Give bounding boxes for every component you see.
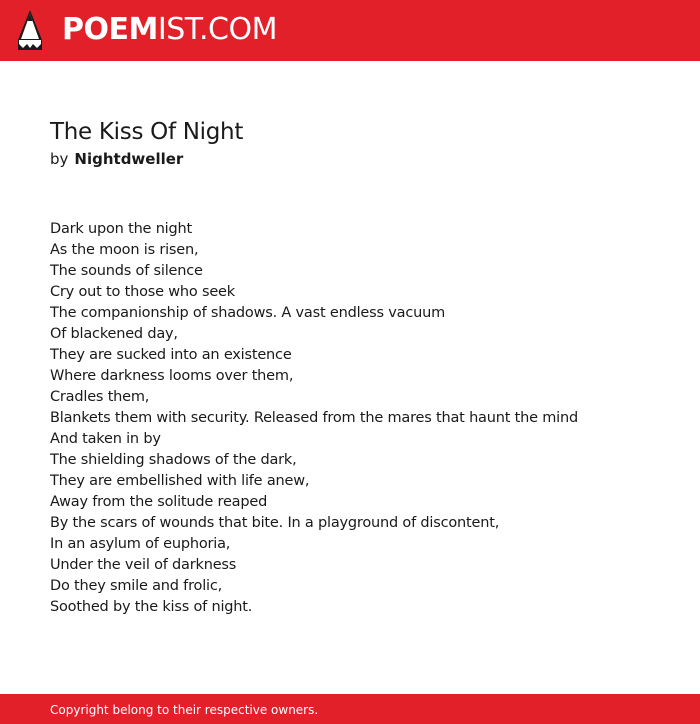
poem-line: Soothed by the kiss of night. (50, 599, 253, 615)
poem-line: They are sucked into an existence (50, 347, 292, 363)
site-logo-text[interactable] (62, 11, 277, 49)
byline (50, 149, 183, 169)
copyright-text: Copyright belong to their respective owners. (50, 703, 319, 717)
poem-line: Cry out to those who seek (50, 284, 235, 300)
poem-line: Do they smile and frolic, (50, 578, 223, 594)
poem-line: Where darkness looms over them, (50, 368, 294, 384)
pencil-tip-icon (18, 10, 42, 50)
poem-line: In an asylum of euphoria, (50, 536, 231, 552)
poem-line: And taken in by (50, 431, 161, 447)
poem-line: Dark upon the night (50, 221, 192, 237)
poem-line: The shielding shadows of the dark, (50, 452, 297, 468)
poem-line: Of blackened day, (50, 326, 178, 342)
poem-line: Away from the solitude reaped (50, 494, 268, 510)
poem-line: As the moon is risen, (50, 242, 199, 258)
poem-line: Cradles them, (50, 389, 150, 405)
poem-line: Blankets them with security. Released from the mares that haunt the mind (50, 410, 578, 426)
poem-line: The companionship of shadows. A vast endless vacuum (50, 305, 445, 321)
poem-line: The sounds of silence (50, 263, 203, 279)
author-name: Nightdweller (74, 150, 184, 168)
poem-line: Under the veil of darkness (50, 557, 237, 573)
poem-body (50, 219, 578, 618)
by-label: by (50, 150, 69, 168)
poem-title: The Kiss Of Night (50, 119, 244, 145)
site-header (0, 0, 700, 61)
brand-bold: POEM (62, 12, 158, 47)
poem-line: They are embellished with life anew, (50, 473, 310, 489)
poem-line: By the scars of wounds that bite. In a playground of discontent, (50, 515, 500, 531)
site-footer (0, 694, 700, 724)
brand-light: IST.COM (157, 12, 277, 47)
